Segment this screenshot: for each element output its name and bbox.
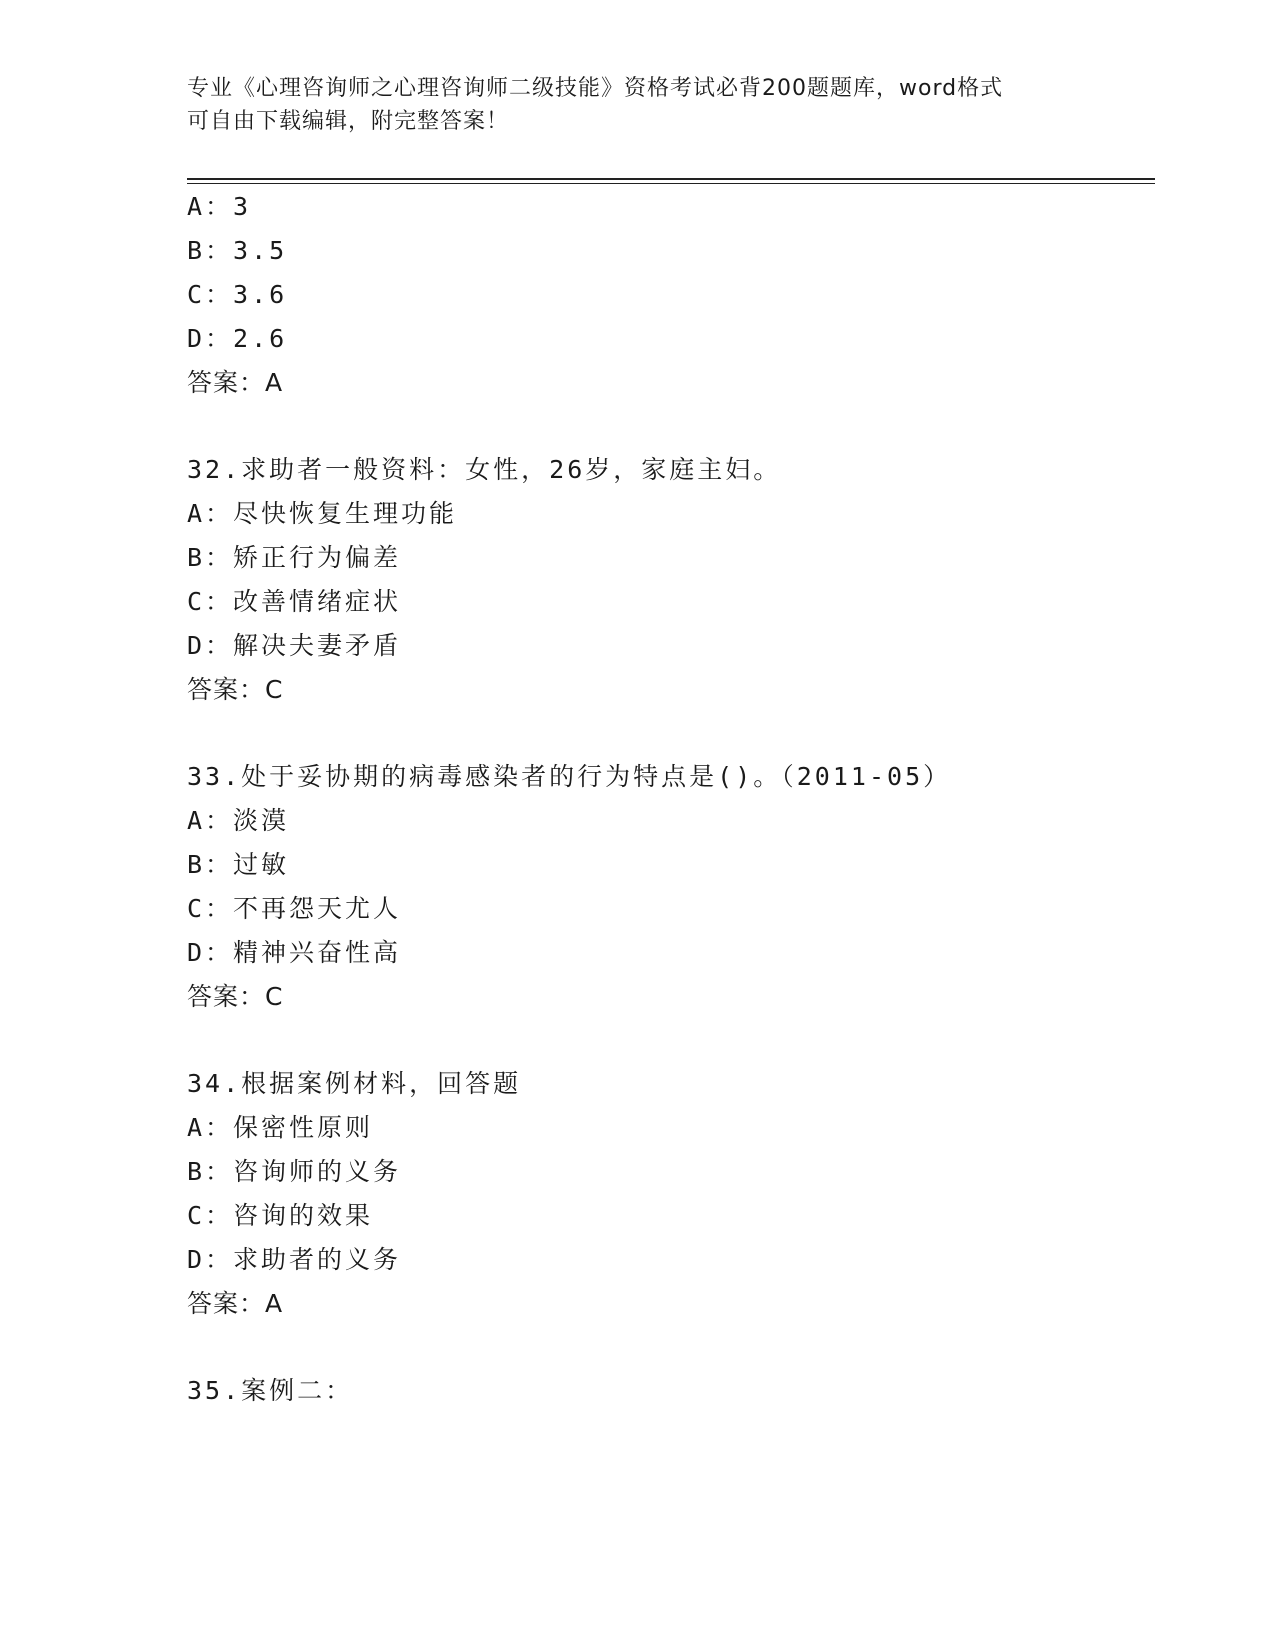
q34-answer: 答案：A [187, 1289, 284, 1318]
q33-option-d: D：精神兴奋性高 [187, 938, 402, 967]
q33-option-b: B：过敏 [187, 850, 290, 879]
q31-option-a: A：3 [187, 192, 252, 221]
q32-answer: 答案：C [187, 675, 284, 704]
q34-option-b: B：咨询师的义务 [187, 1157, 402, 1186]
q31-option-b: B：3.5 [187, 236, 288, 265]
q35-stem: 35.案例二： [187, 1376, 354, 1405]
q31-answer: 答案：A [187, 368, 284, 397]
header-rule-thin [187, 183, 1155, 184]
header-line-2: 可自由下载编辑，附完整答案！ [187, 109, 510, 134]
q34-option-c: C：咨询的效果 [187, 1201, 374, 1230]
q32-option-b: B：矫正行为偏差 [187, 543, 402, 572]
q34-option-d: D：求助者的义务 [187, 1245, 402, 1274]
q32-option-d: D：解决夫妻矛盾 [187, 631, 402, 660]
header-rule-thick [187, 178, 1155, 180]
q34-stem: 34.根据案例材料，回答题 [187, 1069, 522, 1098]
q34-option-a: A：保密性原则 [187, 1113, 374, 1142]
document-header [187, 72, 1087, 138]
q33-option-a: A：淡漠 [187, 806, 290, 835]
q31-option-d: D：2.6 [187, 324, 288, 353]
q33-stem: 33.处于妥协期的病毒感染者的行为特点是()。（2011-05） [187, 762, 952, 791]
q32-option-c: C：改善情绪症状 [187, 587, 402, 616]
header-line-1: 专业《心理咨询师之心理咨询师二级技能》资格考试必背200题题库，word格式 [187, 76, 1004, 101]
q32-stem: 32.求助者一般资料：女性，26岁，家庭主妇。 [187, 455, 782, 484]
q32-option-a: A：尽快恢复生理功能 [187, 499, 458, 528]
q33-option-c: C：不再怨天尤人 [187, 894, 402, 923]
q31-option-c: C：3.6 [187, 280, 288, 309]
q33-answer: 答案：C [187, 982, 284, 1011]
